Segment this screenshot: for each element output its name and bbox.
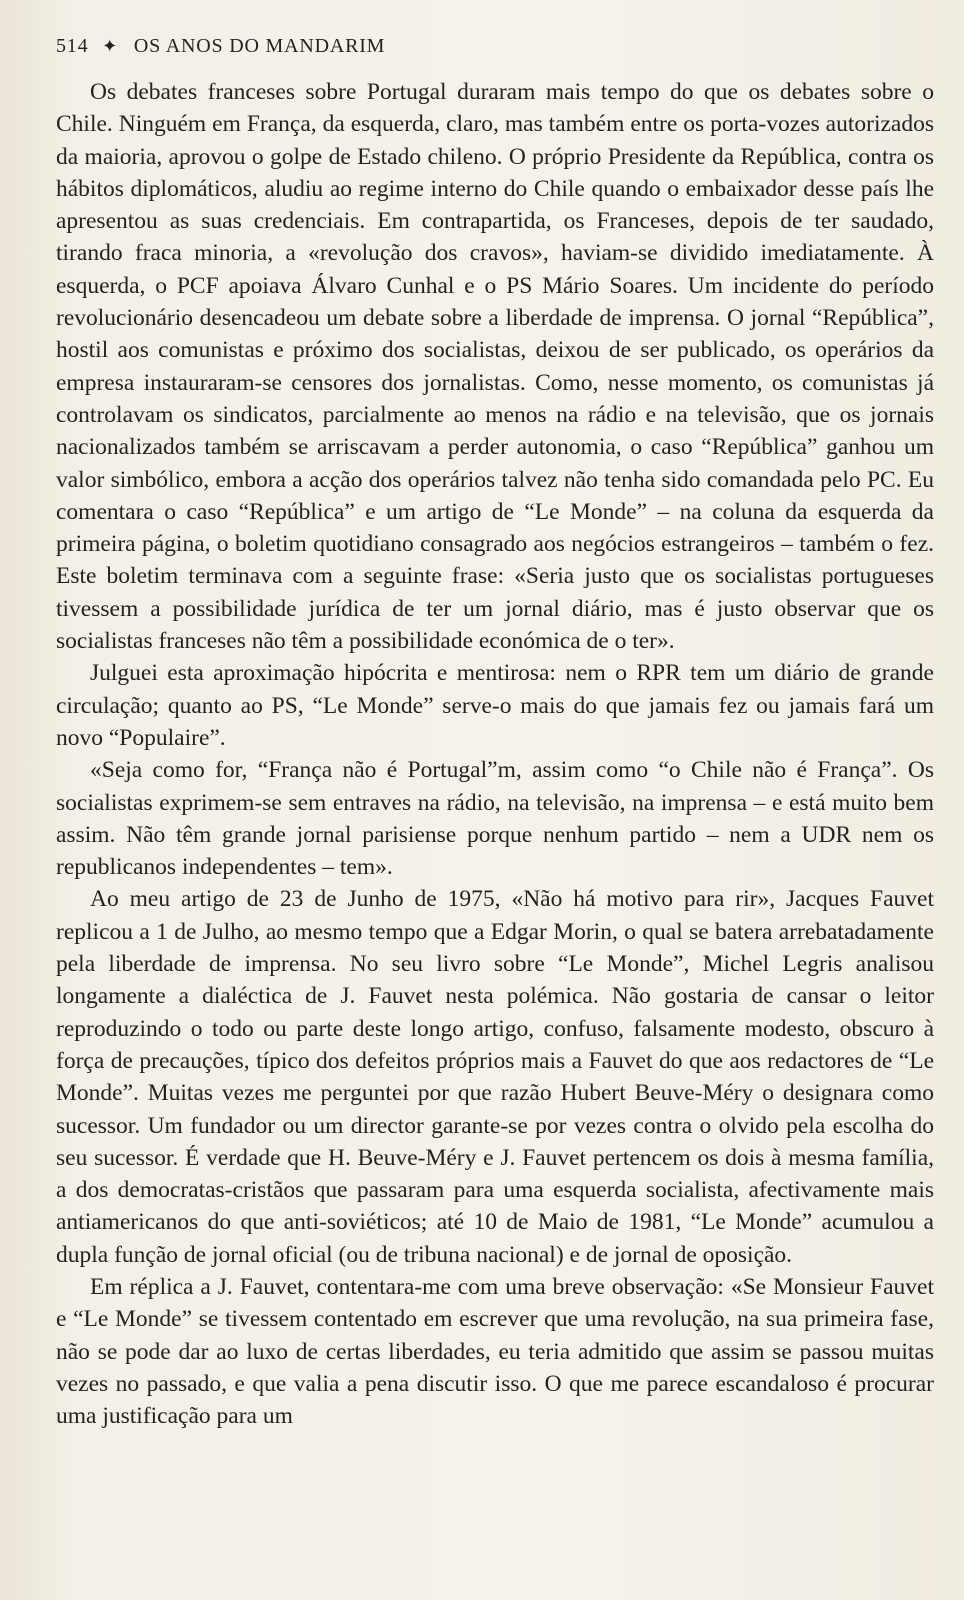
paragraph: Ao meu artigo de 23 de Junho de 1975, «Não há motivo para rir», Jacques Fauvet replicou a 1 de Julho, ao mesmo tempo que a Edgar Morin, o qual se batera arrebatadamente pela liberdade de imprensa. No seu livro sobre “Le Monde”, Michel Legris analisou longamente a dialéctica de J. Fauvet nesta polémica. Não gostaria de cansar o leitor reproduzindo o todo ou parte deste longo artigo, confuso, falsamente modesto, obscuro à força de precauções, típico dos defeitos próprios mais a Fauvet do que aos redactores de “Le Monde”. Muitas vezes me perguntei por que razão Hubert Beuve-Méry o designara como sucessor. Um fundador ou um director garante-se por vezes contra o olvido pela escolha do seu sucessor. É verdade que H. Beuve-Méry e J. Fauvet pertencem os dois à mesma família, a dos democratas-cristãos que passaram para uma esquerda socialista, afectivamente mais antiamericanos do que anti-soviéticos; até 10 de Maio de 1981, “Le Monde” acumulou a dupla função de jornal oficial (ou de tribuna nacional) e de jornal de oposição.	[56, 886, 934, 1268]
paragraph: Julguei esta aproximação hipócrita e mentirosa: nem o RPR tem um diário de grande circulação; quanto ao PS, “Le Monde” serve-o mais do que jamais fez ou jamais fará um novo “Populaire”.	[56, 660, 934, 751]
paragraph: Os debates franceses sobre Portugal duraram mais tempo do que os debates sobre o Chile. Ninguém em França, da esquerda, claro, mas também entre os porta-vozes autorizados da maioria, aprovou o golpe de Estado chileno. O próprio Presidente da República, contra os hábitos diplomáticos, aludiu ao regime interno do Chile quando o embaixador desse país lhe apresentou as suas credenciais. Em contrapartida, os Franceses, depois de ter saudado, tirando fraca minoria, a «revolução dos cravos», haviam-se dividido imediatamente. À esquerda, o PCF apoiava Álvaro Cunhal e o PS Mário Soares. Um incidente do período revolucionário desencadeou um debate sobre a liberdade de imprensa. O jornal “República”, hostil aos comunistas e próximo dos socialistas, deixou de ser publicado, os operários da empresa instauraram-se censores dos jornalistas. Como, nesse momento, os comunistas já controlavam os sindicatos, parcialmente ao menos na rádio e na televisão, que os jornais nacionalizados também se arriscavam a perder autonomia, o caso “República” ganhou um valor simbólico, embora a acção dos operários talvez não tenha sido comandada pelo PC. Eu comentara o caso “República” e um artigo de “Le Monde” – na coluna da esquerda da primeira página, o boletim quotidiano consagrado aos negócios estrangeiros – também o fez. Este boletim terminava com a seguinte frase: «Seria justo que os socialistas portugueses tivessem a possibilidade jurídica de ter um jornal diário, mas é justo observar que os socialistas franceses não têm a possibilidade económica de o ter».	[56, 79, 934, 655]
paragraph: «Seja como for, “França não é Portugal”m, assim como “o Chile não é França”. Os socialistas exprimem-se sem entraves na rádio, na televisão, na imprensa – e está muito bem assim. Não têm grande jornal parisiense porque nenhum partido – nem a UDR nem os republicanos independentes – tem».	[56, 757, 934, 881]
page-number: 514	[56, 35, 89, 57]
ornament-separator: ✦	[102, 36, 119, 56]
paragraph: Em réplica a J. Fauvet, contentara-me com uma breve observação: «Se Monsieur Fauvet e “Le Monde” se tivessem contentado em escrever que uma revolução, na sua primeira fase, não se pode dar ao luxo de certas liberdades, eu teria admitido que assim se passou muitas vezes no passado, e que valia a pena discutir isso. O que me parece escandaloso é procurar uma justificação para um	[56, 1273, 934, 1430]
book-title: OS ANOS DO MANDARIM	[133, 35, 386, 57]
body-text	[56, 76, 934, 1432]
running-head	[56, 34, 930, 58]
